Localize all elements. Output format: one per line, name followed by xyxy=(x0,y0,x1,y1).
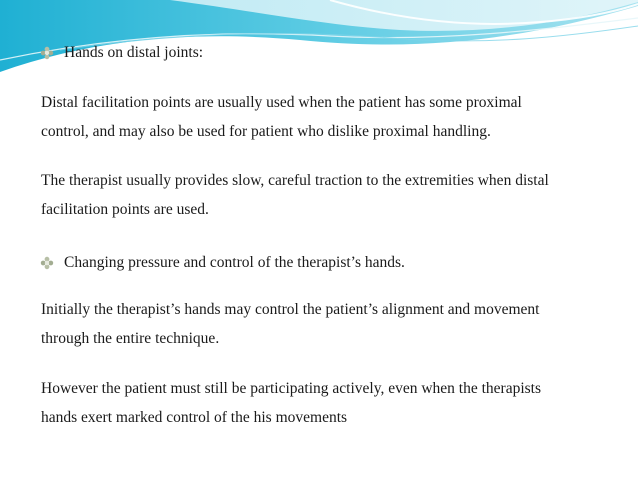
bullet-item-2 xyxy=(40,254,405,272)
paragraph-line: facilitation points are used. xyxy=(41,201,209,218)
bullet-text: Changing pressure and control of the therapist’s hands. xyxy=(64,254,405,271)
paragraph-line: The therapist usually provides slow, careful traction to the extremities when distal xyxy=(41,172,549,189)
paragraph-line: However the patient must still be participating actively, even when the therapists xyxy=(41,380,542,397)
bullet-item-1 xyxy=(40,44,203,62)
paragraph-4 xyxy=(41,374,611,432)
bullet-text: Hands on distal joints: xyxy=(64,44,204,61)
paragraph-1 xyxy=(41,88,611,146)
paragraph-line: control, and may also be used for patient who dislike proximal handling. xyxy=(41,123,491,140)
flower-bullet-icon xyxy=(40,256,54,270)
paragraph-3 xyxy=(41,295,611,353)
paragraph-line: through the entire technique. xyxy=(41,330,220,347)
paragraph-line: Initially the therapist’s hands may control the patient’s alignment and movement xyxy=(41,301,540,318)
paragraph-2 xyxy=(41,166,611,224)
paragraph-line: hands exert marked control of the his movements xyxy=(41,409,348,426)
flower-bullet-icon xyxy=(40,46,54,60)
paragraph-line: Distal facilitation points are usually used when the patient has some proximal xyxy=(41,94,522,111)
